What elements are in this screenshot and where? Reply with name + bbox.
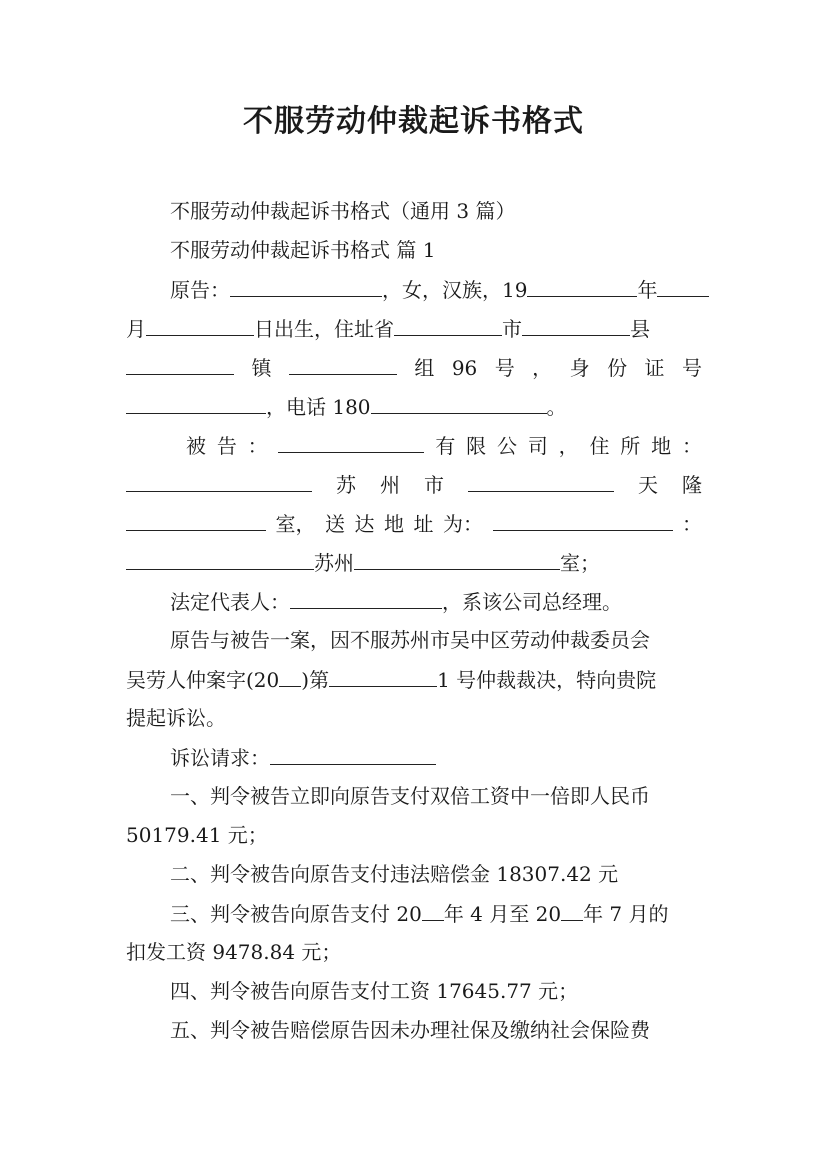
blank-address-1 — [126, 465, 312, 492]
plaintiff-line-4 — [126, 387, 702, 425]
company-char-3: 公 — [496, 434, 517, 458]
case-line-3: 提起诉讼。 — [126, 706, 226, 730]
blank-day — [146, 309, 254, 336]
claim-3-text-a: 三、判令被告向原告支付 20 — [170, 902, 422, 926]
case-number-mid: )第 — [301, 668, 330, 692]
birth-text: 日出生，住址省 — [254, 317, 394, 341]
comma: ， — [532, 356, 553, 380]
county-text: 县 — [630, 317, 650, 341]
legal-rep-label: 法定代表人： — [170, 590, 290, 614]
blank-year-2 — [561, 894, 583, 921]
group-text: 组 — [414, 356, 435, 380]
month-text: 月 — [126, 317, 146, 341]
service-char-2: 达 — [354, 512, 375, 536]
suzhou-char-2: 州 — [380, 473, 400, 497]
document-title: 不服劳动仲裁起诉书格式 — [243, 104, 584, 139]
id-char-3: 证 — [644, 356, 665, 380]
case-number-suffix: 1 号仲裁裁决，特向贵院 — [437, 668, 657, 692]
blank-service-address — [493, 504, 673, 531]
blank-month — [657, 270, 709, 297]
address-char-3: 地 — [651, 434, 672, 458]
address-char-2: 所 — [620, 434, 641, 458]
company-char-1: 有 — [435, 434, 456, 458]
blank-name — [230, 270, 382, 297]
city-text: 市 — [502, 317, 522, 341]
suzhou-text: 苏州 — [314, 551, 354, 575]
blank-service-1 — [126, 543, 314, 570]
address-char-1: 住 — [589, 434, 610, 458]
defendant-char-2: 告 — [216, 434, 237, 458]
case-number-prefix: 吴劳人仲案字(20 — [126, 668, 280, 692]
blank-company — [278, 426, 424, 453]
claim-1-line-2: 50179.41 元； — [126, 823, 268, 847]
claims-label-line — [170, 738, 702, 776]
blank-room — [126, 504, 266, 531]
address-colon: ： — [681, 434, 702, 458]
blank-legal-rep — [290, 582, 442, 609]
claims-label: 诉讼请求： — [170, 746, 270, 770]
company-char-2: 限 — [466, 434, 487, 458]
town-text: 镇 — [251, 356, 272, 380]
blank-claims — [270, 738, 436, 765]
blank-city — [522, 309, 630, 336]
defendant-line-2 — [126, 465, 702, 503]
trailing-colon: ： — [682, 512, 702, 536]
defendant-colon: ： — [247, 434, 268, 458]
phone-text: ，电话 180 — [266, 395, 371, 419]
legal-rep-text: ，系该公司总经理。 — [442, 590, 622, 614]
section-heading: 不服劳动仲裁起诉书格式 篇 1 — [170, 238, 436, 262]
claim-4: 四、判令被告向原告支付工资 17645.77 元； — [170, 979, 579, 1003]
plaintiff-text: ，女，汉族，19 — [382, 278, 528, 302]
service-char-4: 址 — [413, 512, 434, 536]
service-char-1: 送 — [325, 512, 345, 536]
blank-year — [527, 270, 637, 297]
defendant-char-1: 被 — [186, 434, 206, 458]
subtitle-line: 不服劳动仲裁起诉书格式（通用 3 篇） — [170, 199, 516, 223]
claim-1-line-1: 一、判令被告立即向原告支付双倍工资中一倍即人民币 — [170, 784, 650, 808]
blank-case-number — [329, 660, 437, 687]
claim-2: 二、判令被告向原告支付违法赔偿金 18307.42 元 — [170, 862, 619, 886]
id-char-2: 份 — [607, 356, 628, 380]
blank-town — [289, 348, 397, 375]
room-end-text: 室； — [560, 551, 600, 575]
plaintiff-line-2 — [126, 309, 702, 347]
defendant-line-4 — [126, 543, 702, 581]
service-colon: 为： — [443, 512, 483, 536]
case-line-1: 原告与被告一案，因不服苏州市吴中区劳动仲裁委员会 — [170, 628, 650, 652]
tianlong-char-2: 隆 — [682, 473, 702, 497]
legal-rep-line — [170, 582, 702, 620]
blank-year-1 — [422, 894, 444, 921]
claim-3-line-1 — [170, 894, 702, 932]
blank-phone — [371, 387, 547, 414]
suzhou-char-1: 苏 — [336, 473, 356, 497]
claim-3-text-b: 年 4 月至 20 — [443, 902, 562, 926]
number-text: 号 — [494, 356, 515, 380]
id-char-4: 号 — [681, 356, 702, 380]
tianlong-char-1: 天 — [638, 473, 658, 497]
service-char-3: 地 — [384, 512, 404, 536]
blank-service-2 — [354, 543, 560, 570]
period: 。 — [546, 395, 567, 419]
id-char-1: 身 — [569, 356, 590, 380]
blank-id-number — [126, 387, 266, 414]
defendant-line-3 — [126, 504, 702, 542]
defendant-line-1 — [186, 426, 702, 464]
plaintiff-label: 原告： — [170, 278, 230, 302]
year-text: 年 — [637, 278, 658, 302]
plaintiff-line-1 — [170, 270, 702, 308]
comma: ， — [558, 434, 579, 458]
room-text: 室， — [275, 512, 316, 536]
plaintiff-line-3 — [126, 348, 702, 386]
case-line-2 — [126, 660, 702, 698]
company-char-4: 司 — [527, 434, 548, 458]
blank-county — [126, 348, 234, 375]
house-number: 96 — [451, 356, 478, 380]
claim-5: 五、判令被告赔偿原告因未办理社保及缴纳社会保险费 — [170, 1018, 650, 1042]
blank-address-2 — [468, 465, 614, 492]
claim-3-line-2: 扣发工资 9478.84 元； — [126, 940, 342, 964]
claim-3-text-c: 年 7 月的 — [583, 902, 669, 926]
blank-case-year — [279, 660, 301, 687]
blank-province — [394, 309, 502, 336]
city-char: 市 — [424, 473, 444, 497]
